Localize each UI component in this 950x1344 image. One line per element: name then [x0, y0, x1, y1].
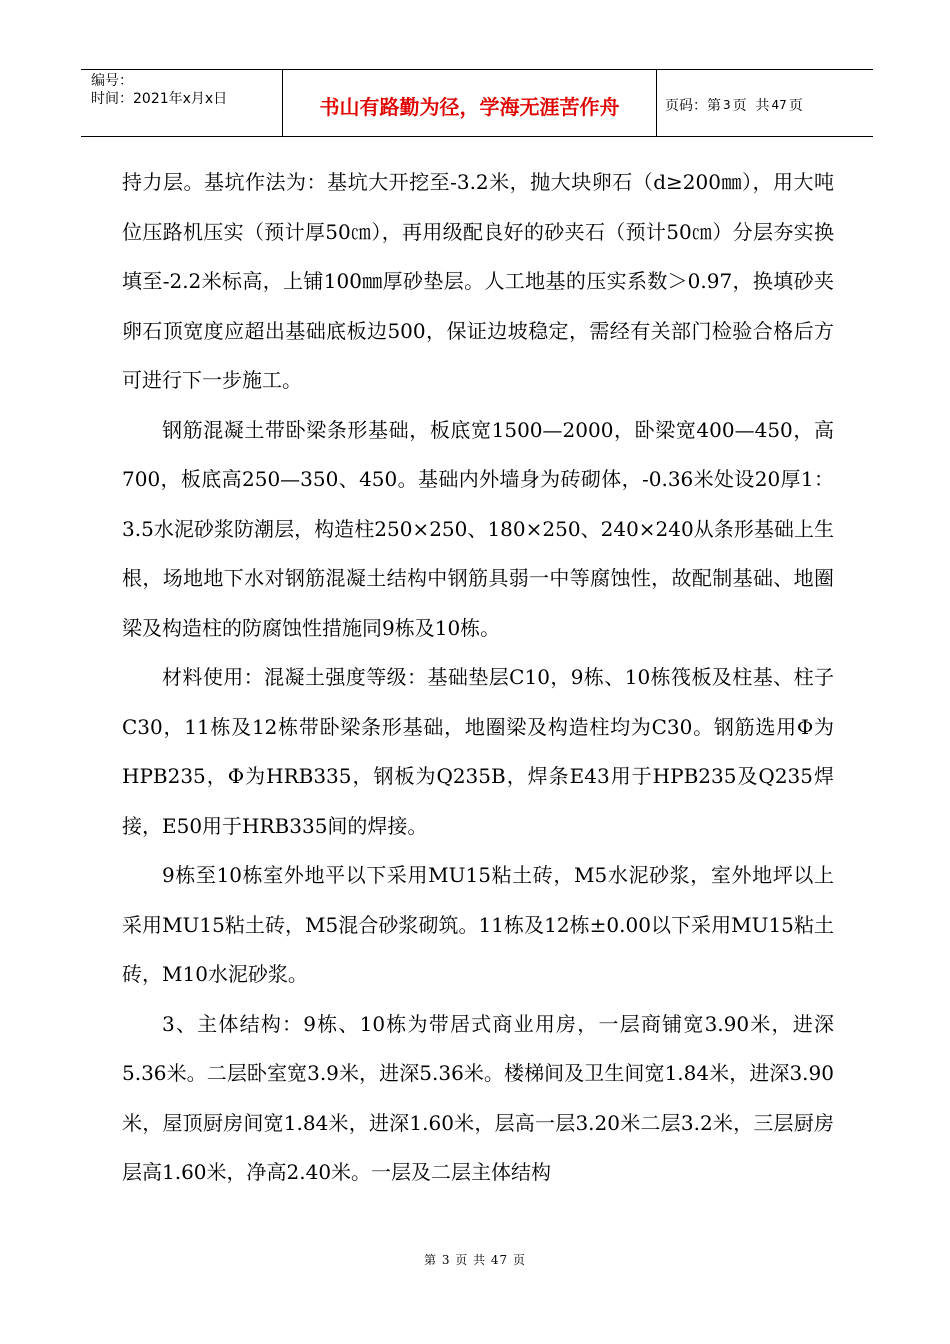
paragraph-1: 持力层。基坑作法为：基坑大开挖至-3.2米，抛大块卵石（d≥200㎜），用大吨位压路机压实（预计厚50㎝），再用级配良好的砂夹石（预计50㎝）分层夯实换填至-2.2米标高，上铺100㎜厚砂垫层。人工地基的压实系数＞0.97，换填砂夹卵石顶宽度应超出基础底板边500，保证边坡稳定，需经有关部门检验合格后方可进行下一步施工。 [122, 170, 834, 392]
page-footer: 第 3 页 共 47 页 [424, 1253, 526, 1267]
page-number: 3 [723, 98, 731, 112]
paragraph-3: 材料使用：混凝土强度等级：基础垫层C10，9栋、10栋筏板及柱基、柱子C30，11栋及12栋带卧梁条形基础，地圈梁及构造柱均为C30。钢筋选用Φ为HPB235，Φ为HRB335，钢板为Q235B，焊条E43用于HPB235及Q235焊接，E50用于HRB335间的焊接。 [122, 665, 834, 838]
paragraph-2: 钢筋混凝土带卧梁条形基础，板底宽1500—2000，卧梁宽400—450，高700，板底高250—350、450。基础内外墙身为砖砌体，-0.36米处设20厚1：3.5水泥砂浆防潮层，构造柱250×250、180×250、240×240从条形基础上生根，场地地下水对钢筋混凝土结构中钢筋具弱一中等腐蚀性，故配制基础、地圈梁及构造柱的防腐蚀性措施同9栋及10栋。 [122, 417, 834, 640]
header-motto: 书山有路勤为径，学海无涯苦作舟 [283, 70, 657, 136]
paragraph-5: 3、主体结构：9栋、10栋为带居式商业用房，一层商铺宽3.90米，进深5.36米。二层卧室宽3.9米，进深5.36米。楼梯间及卫生间宽1.84米，进深3.90米，屋顶厨房间宽1.84米，进深1.60米，层高一层3.20米二层3.2米，三层厨房层高1.60米，净高2.40米。一层及二层主体结构 [122, 1011, 834, 1184]
header-meta [81, 70, 283, 136]
time-label: 时间：2021年x月x日 [91, 91, 228, 107]
page-suffix: 页 [788, 98, 803, 114]
header-page-info [657, 70, 873, 136]
page-prefix: 页码：第 [665, 98, 721, 114]
page-header [81, 69, 873, 137]
paragraph-4: 9栋至10栋室外地平以下采用MU15粘土砖，M5水泥砂浆，室外地坪以上采用MU15粘土砖，M5混合砂浆砌筑。11栋及12栋±0.00以下采用MU15粘土砖，M10水泥砂浆。 [122, 863, 834, 986]
serial-label: 编号： [91, 73, 133, 89]
page-mid: 页 共 [732, 98, 770, 114]
document-body [122, 158, 834, 1198]
page-total: 47 [771, 98, 787, 112]
